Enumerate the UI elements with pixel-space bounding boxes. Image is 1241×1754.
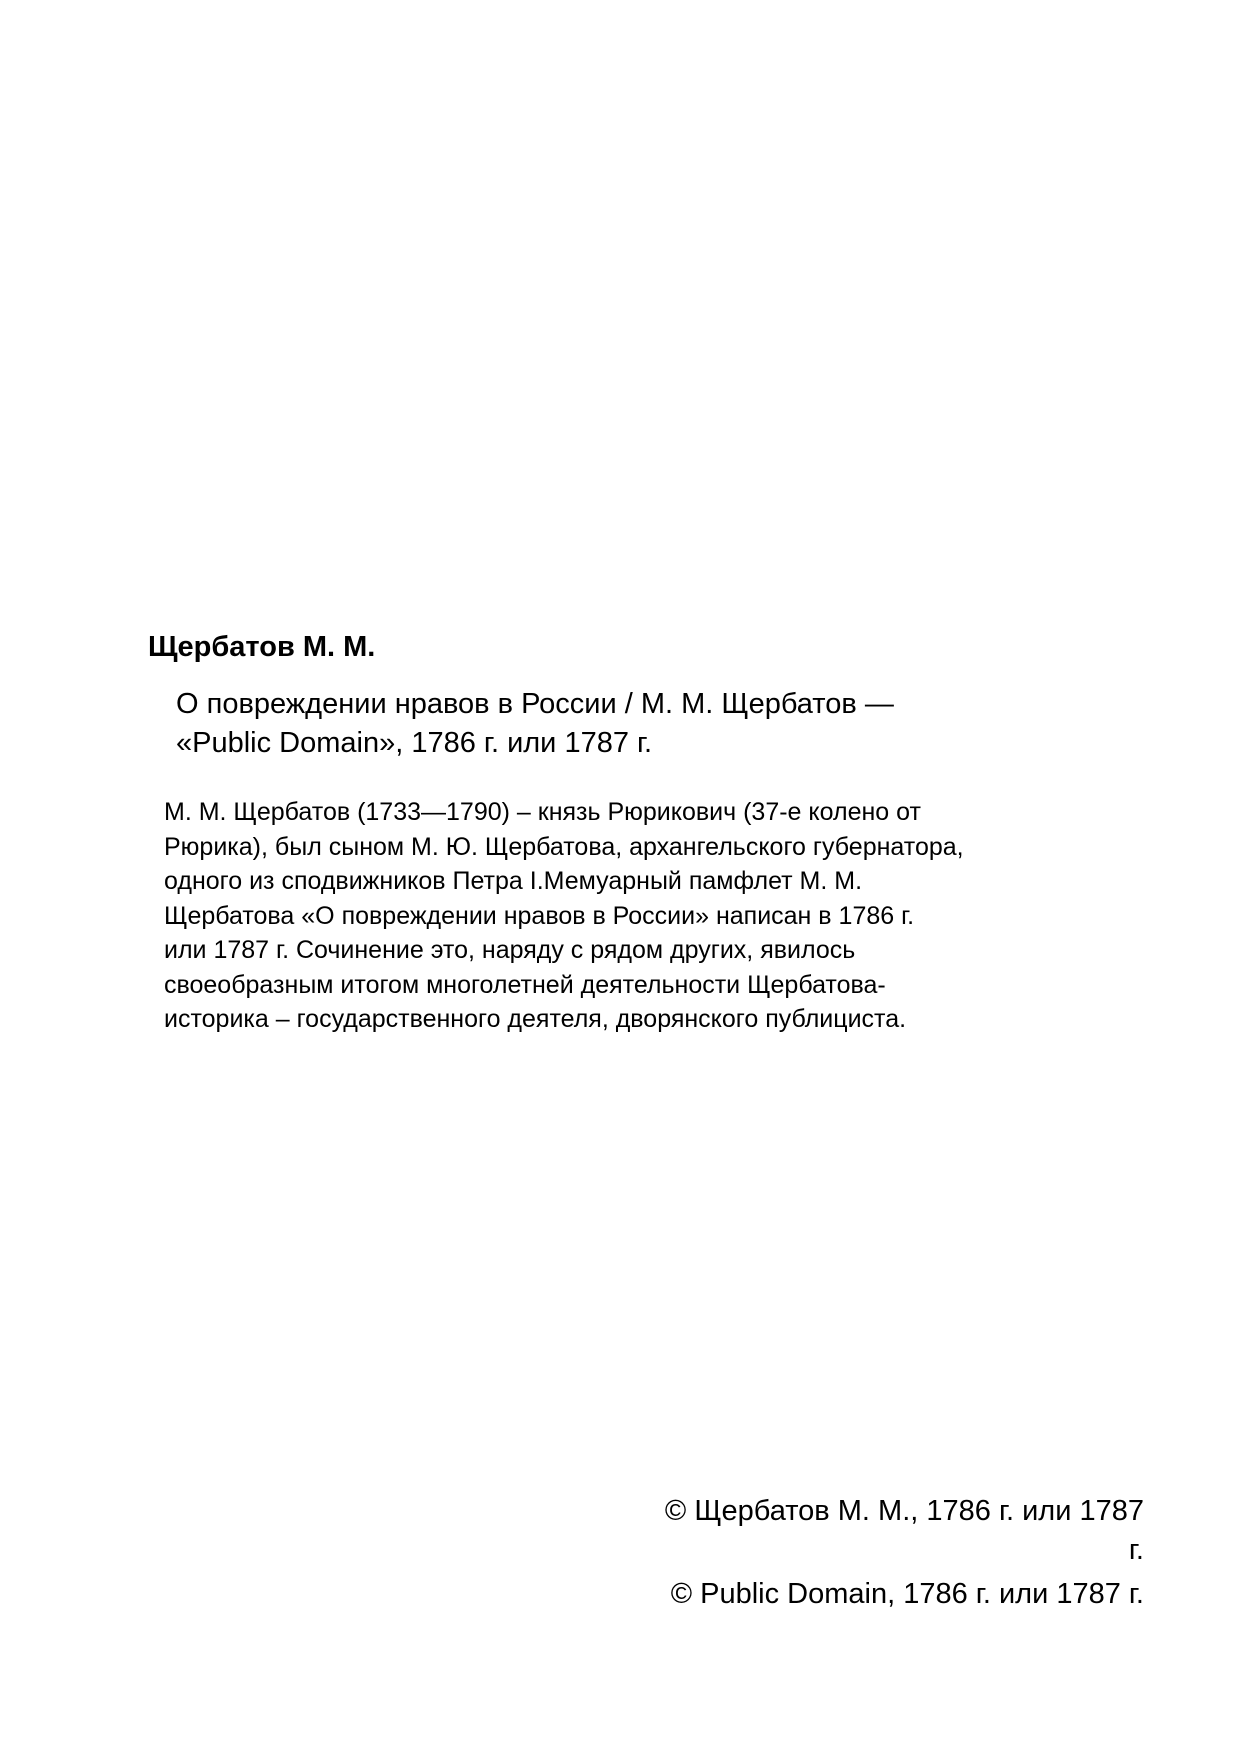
copyright-author-line: г. [1128, 1534, 1144, 1566]
copyright-block [524, 1492, 1144, 1614]
annotation-line: своеобразным итогом многолетней деятельности Щербатова- [164, 970, 886, 999]
annotation-line: историка – государственного деятеля, дворянского публициста. [164, 1005, 907, 1033]
annotation-line: Рюрика), был сыном М. Ю. Щербатова, архангельского губернатора, [164, 832, 964, 861]
citation-line: О повреждении нравов в России / М. М. Щербатов — [176, 688, 894, 720]
annotation-line: М. М. Щербатов (1733—1790) – князь Рюрикович (37-е колено от [164, 798, 921, 826]
annotation-line: или 1787 г. Сочинение это, наряду с рядом других, явилось [164, 936, 856, 964]
annotation-line: Щербатова «О повреждении нравов в России» написан в 1786 г. [164, 901, 915, 930]
annotation-paragraph [164, 795, 1124, 1037]
copyright-publisher-line: © Public Domain, 1786 г. или 1787 г. [670, 1578, 1144, 1610]
copyright-author-line: © Щербатов М. М., 1786 г. или 1787 [664, 1495, 1144, 1527]
bibliographic-citation [176, 685, 894, 763]
citation-line: «Public Domain», 1786 г. или 1787 г. [176, 727, 653, 759]
annotation-line: одного из сподвижников Петра I.Мемуарный памфлет М. М. [164, 867, 863, 895]
author-heading: Щербатов М. М. [148, 631, 376, 663]
